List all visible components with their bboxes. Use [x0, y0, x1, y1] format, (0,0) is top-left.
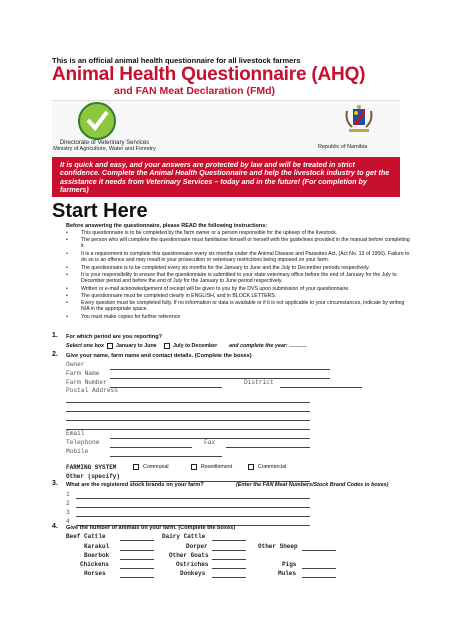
bullet-icon: • [66, 272, 68, 278]
ostriches-field[interactable] [212, 568, 246, 569]
question-number: 2. [52, 351, 58, 358]
document-subtitle: and FAN Meat Declaration (FMd) [114, 85, 276, 97]
question-text: Give your name, farm name and contact details. (Complete the boxes) [66, 353, 252, 359]
instruction-item: • Written or e-mail acknowledgement of receipt will be given to you by the DVS upon submission of your questionnaire. [66, 286, 350, 292]
resettlement-label: Resettlement [201, 464, 233, 470]
karakul-label: Karakul [84, 543, 110, 550]
boerbok-field[interactable] [120, 559, 154, 560]
communal-label: Communal [143, 464, 169, 470]
question-text: For which period are you reporting? [66, 334, 163, 340]
question-number: 3. [52, 480, 58, 487]
beef-cattle-field[interactable] [120, 540, 154, 541]
karakul-field[interactable] [120, 550, 154, 551]
owner-label: Owner [66, 361, 85, 368]
pigs-field[interactable] [302, 568, 336, 569]
farm-name-field[interactable] [110, 378, 330, 379]
horses-field[interactable] [120, 577, 154, 578]
instruction-item: • It is a requirement to complete this questionnaire every six months under the Animal Disease and Parasites Act, (Act No. 13 of 1956). Failure to do so is an offence and may result in your prosecution or veterinary restrictions being imposed on your farm. [66, 251, 410, 264]
republic-label: Republic of Namibia [318, 144, 368, 150]
instruction-item: • Every question must be completed fully. If no information or data is available or if it is not applicable to your circumstances, indicate by writing N/A in the appropriate space. [66, 300, 405, 313]
jan-jun-checkbox[interactable] [107, 343, 113, 349]
ministry-name: Ministry of Agriculture, Water and Forestry [53, 146, 156, 152]
instruction-item: • You must make copies for further reference [66, 314, 181, 320]
bullet-icon: • [66, 293, 68, 299]
question-text: What are the registered stock brands on your farm? [66, 482, 204, 488]
postal-address-line[interactable] [66, 411, 310, 412]
mobile-label: Mobile [66, 448, 89, 455]
chickens-field[interactable] [120, 568, 154, 569]
dvs-logo [78, 102, 116, 140]
resettlement-checkbox[interactable] [191, 464, 197, 470]
bullet-icon: • [66, 286, 68, 292]
mobile-field[interactable] [110, 456, 222, 457]
brand-field[interactable] [76, 507, 310, 508]
postal-address-line[interactable] [66, 402, 310, 403]
jul-dec-checkbox[interactable] [164, 343, 170, 349]
dairy-cattle-field[interactable] [212, 540, 246, 541]
brand-field[interactable] [76, 516, 310, 517]
bullet-icon: • [66, 265, 68, 271]
start-heading: Start Here [52, 200, 148, 222]
question-number: 4. [52, 523, 58, 530]
confidentiality-banner: It is quick and easy, and your answers are protected by law and will be treated in strict confidence. Complete the Animal Health Questionnaire and help the livestock industry to get the assistance it needs from Veterinary Services – today and in the future! (For completion by farmers) [52, 157, 400, 197]
intro-text: This is an official animal health questionnaire for all livestock farmers [52, 56, 301, 65]
year-field[interactable]: ______ [289, 342, 307, 348]
chickens-label: Chickens [80, 561, 109, 568]
jan-jun-label: January to June [116, 343, 157, 349]
brand-field[interactable] [76, 498, 310, 499]
bullet-icon: • [66, 314, 68, 320]
donkeys-label: Donkeys [180, 570, 206, 577]
horses-label: Horses [84, 570, 106, 577]
instructions-title: Before answering the questionnaire, please READ the following instructions: [66, 223, 268, 229]
ostriches-label: Ostriches [176, 561, 209, 568]
bullet-icon: • [66, 300, 68, 306]
fax-field[interactable] [226, 447, 310, 448]
telephone-label: Telephone [66, 439, 100, 446]
directorate-label [52, 140, 157, 152]
question-hint: (Enter the FAN Meat Numbers/Stock Brand Codes in boxes) [236, 482, 389, 488]
telephone-field[interactable] [110, 447, 192, 448]
brand-row-number: 3 [66, 509, 70, 516]
postal-address-line[interactable] [66, 420, 310, 421]
dorper-field[interactable] [212, 550, 246, 551]
instruction-item: • The questionnaire must be completed clearly in ENGLISH, and in BLOCK LETTERS. [66, 293, 277, 299]
bullet-icon: • [66, 251, 68, 257]
commercial-label: Commercial [258, 464, 287, 470]
other-goats-field[interactable] [212, 559, 246, 560]
fax-label: Fax [204, 439, 216, 446]
brand-row-number: 2 [66, 500, 70, 507]
postal-address-label: Postal Address [66, 387, 118, 394]
other-sheep-label: Other Sheep [258, 543, 298, 550]
dorper-label: Dorper [186, 543, 208, 550]
mules-field[interactable] [302, 577, 336, 578]
dairy-cattle-label: Dairy Cattle [162, 533, 206, 540]
district-label: District [244, 379, 274, 386]
boerbok-label: Boerbok [84, 552, 110, 559]
instruction-item: • It is your responsibility to ensure that the questionnaire is submitted to your state veterinary office before the end of January for the July to December period and before the end of July for the January to June period respectively. [66, 272, 397, 285]
farming-system-label: FARMING SYSTEM [66, 464, 117, 471]
donkeys-field[interactable] [212, 577, 246, 578]
owner-field[interactable] [110, 369, 330, 370]
farm-name-label: Farm Name [66, 370, 100, 377]
question-number: 1. [52, 332, 58, 339]
instruction-item: • The person who will complete the questionnaire must familiarise himself or herself with the guidelines provided in the manual before completing it. [66, 237, 410, 250]
year-label: and complete the year: [229, 343, 288, 349]
instruction-item: • This questionnaire is to be completed by the farm owner or a person responsible for the upkeep of the livestock. [66, 230, 338, 236]
brand-row-number: 1 [66, 491, 70, 498]
other-specify-label: Other (specify) [66, 473, 121, 480]
farm-number-field[interactable] [110, 387, 222, 388]
postal-address-line[interactable] [66, 429, 310, 430]
select-one-label: Select one box [66, 343, 105, 349]
commercial-checkbox[interactable] [248, 464, 254, 470]
mules-label: Mules [278, 570, 297, 577]
pigs-label: Pigs [282, 561, 297, 568]
district-field[interactable] [280, 387, 362, 388]
bullet-icon: • [66, 237, 68, 243]
instruction-item: • The questionnaire is to be completed every six months for the January to June and the July to December periods respectively. [66, 265, 370, 271]
beef-cattle-label: Beef Cattle [66, 533, 106, 540]
other-goats-label: Other Goats [169, 552, 209, 559]
farm-number-label: Farm Number [66, 379, 107, 386]
checkmark-logo-icon [84, 108, 110, 134]
communal-checkbox[interactable] [133, 464, 139, 470]
document-title: Animal Health Questionnaire (AHQ) [52, 64, 366, 85]
question-text: Give the number of animals on your farm. (Complete the boxes) [66, 525, 236, 531]
jul-dec-label: July to December [173, 343, 218, 349]
email-label: Email [66, 430, 85, 437]
bullet-icon: • [66, 230, 68, 236]
other-sheep-field[interactable] [302, 550, 336, 551]
brand-row-number: 4 [66, 518, 70, 525]
coat-of-arms-icon [342, 103, 376, 137]
directorate-name: Directorate of Veterinary Services [59, 140, 150, 146]
